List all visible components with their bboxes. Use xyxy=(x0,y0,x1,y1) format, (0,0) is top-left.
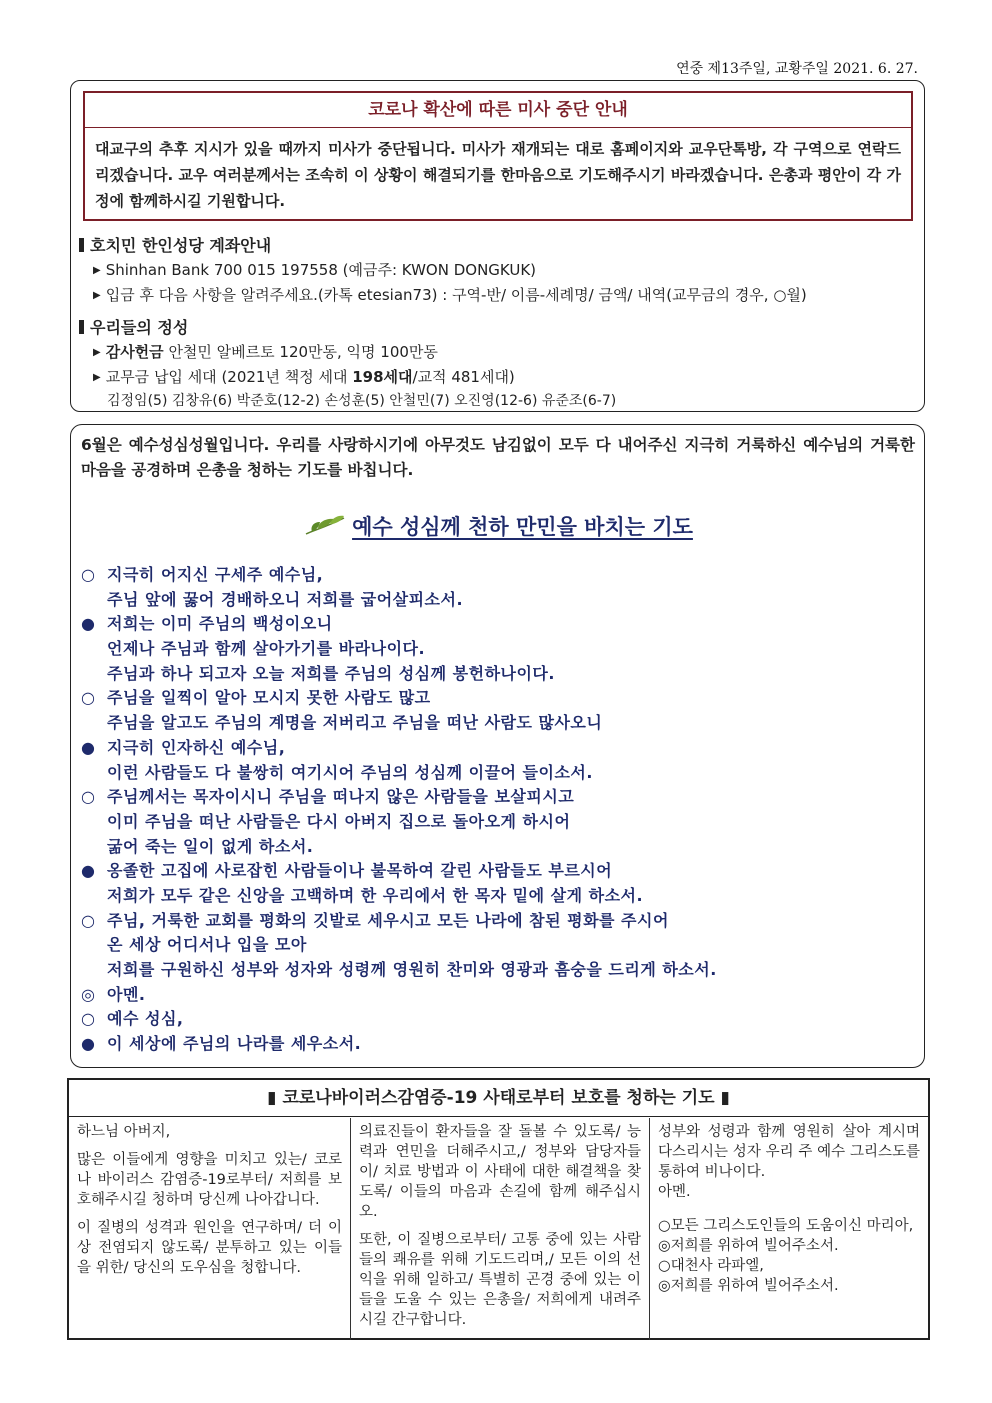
prayer-title: 예수 성심께 천하 만민을 바치는 기도 xyxy=(71,511,926,541)
prayer-line xyxy=(81,1007,921,1032)
paragraph: ◎저희를 위하여 빌어주소서. xyxy=(658,1278,839,1294)
notice-panel xyxy=(70,80,925,412)
mass-suspension-notice xyxy=(83,91,913,221)
prayer-text: 저희를 구원하신 성부와 성자와 성령께 영원히 찬미와 영광과 흠숭을 드리게 하소서. xyxy=(107,960,717,979)
paragraph: 또한, 이 질병으로부터/ 고통 중에 있는 사람들의 쾌유를 위해 기도드리며,/ 모든 이의 선익을 위해 일하고/ 특별히 곤경 중에 있는 이들을 도울 수 있는 은총을/ 저희에게 내려주시길 간구합니다. xyxy=(359,1232,641,1328)
prayer-symbol: ○ xyxy=(81,787,96,807)
prayer-line xyxy=(81,884,921,909)
prayer-symbol: ○ xyxy=(81,910,96,930)
prayer-text: 주님을 일찍이 알아 모시지 못한 사람도 많고 xyxy=(107,688,431,708)
offerings-heading: 우리들의 정성 xyxy=(79,315,188,338)
prayer-text: 지극히 인자하신 예수님, xyxy=(107,737,286,757)
june-intro: 6월은 예수성심성월입니다. 우리를 사랑하시기에 아무것도 남김없이 모두 다 내어주신 지극히 거룩하신 예수님의 거룩한 마음을 공경하며 은총을 청하는 기도를 바칩니다. xyxy=(81,436,915,479)
covid-prayer-column-1 xyxy=(69,1118,351,1340)
prayer-text: 저희는 이미 주님의 백성이오니 xyxy=(107,614,333,634)
prayer-line xyxy=(81,785,921,810)
prayer-text: 이런 사람들도 다 불쌍히 여기시어 주님의 성심께 이끌어 들이소서. xyxy=(107,762,593,782)
covid-prayer-title: ▮ 코로나바이러스감염증-19 사태로부터 보호를 청하는 기도 ▮ xyxy=(69,1080,928,1117)
prayer-text: 예수 성심, xyxy=(107,1009,184,1029)
title-marker-icon: ▮ xyxy=(267,1088,277,1108)
bullet-triangle-icon: ▶ xyxy=(93,347,101,358)
covid-prayer-panel xyxy=(67,1078,930,1340)
prayer-lines xyxy=(81,563,921,1057)
prayer-text: 주님, 거룩한 교회를 평화의 깃발로 세우시고 모든 나라에 참된 평화를 주시어 xyxy=(107,910,669,930)
prayer-line xyxy=(81,810,921,835)
prayer-text: 이미 주님을 떠난 사람들은 다시 아버지 집으로 돌아오게 하시어 xyxy=(107,811,571,831)
prayer-text: 주님께서는 목자이시니 주님을 떠나지 않은 사람들을 보살피시고 xyxy=(107,787,575,807)
prayer-text: 저희가 모두 같은 신앙을 고백하며 한 우리에서 한 목자 밑에 살게 하소서. xyxy=(107,885,644,905)
notice-title: 코로나 확산에 따른 미사 중단 안내 xyxy=(85,93,911,128)
prayer-text: 이 세상에 주님의 나라를 세우소서. xyxy=(107,1034,362,1054)
prayer-symbol: ● xyxy=(81,614,96,634)
prayer-symbol: ● xyxy=(81,861,96,881)
paragraph: ○대천사 라파엘, xyxy=(658,1258,764,1274)
bulletin-date: 연중 제13주일, 교황주일 2021. 6. 27. xyxy=(676,61,918,77)
prayer-line xyxy=(81,612,921,637)
deposit-note: ▶ 입금 후 다음 사항을 알려주세요.(카톡 etesian73) : 구역-반/ 이름-세례명/ 금액/ 내역(교무금의 경우, ○월) xyxy=(93,286,807,304)
prayer-text: 굶어 죽는 일이 없게 하소서. xyxy=(107,836,314,856)
prayer-line xyxy=(81,736,921,761)
prayer-symbol: ● xyxy=(81,737,96,757)
prayer-symbol: ● xyxy=(81,1034,96,1054)
paragraph: ○모든 그리스도인들의 도움이신 마리아, xyxy=(658,1218,914,1234)
covid-prayer-column-2 xyxy=(351,1118,650,1340)
prayer-line xyxy=(81,1032,921,1057)
account-heading: 호치민 한인성당 계좌안내 xyxy=(79,233,271,256)
prayer-text: 주님을 알고도 주님의 계명을 저버리고 주님을 떠난 사람도 많사오니 xyxy=(107,713,603,733)
paragraph: 많은 이들에게 영향을 미치고 있는/ 코로나 바이러스 감염증-19로부터/ 저희를 보호해주시길 청하며 당신께 나아갑니다. xyxy=(77,1152,342,1208)
prayer-symbol: ○ xyxy=(81,688,96,708)
prayer-line xyxy=(81,637,921,662)
paragraph: 의료진들이 환자들을 잘 돌볼 수 있도록/ 능력과 연민을 더해주시고,/ 정부와 담당자들이/ 치료 방법과 이 사태에 대한 해결책을 찾도록/ 이들의 마음과 손길에 함께 해주십시오. xyxy=(359,1124,641,1220)
prayer-text: 온 세상 어디서나 입을 모아 xyxy=(107,935,307,955)
prayer-line xyxy=(81,983,921,1008)
section-marker-icon xyxy=(79,320,84,334)
prayer-symbol: ○ xyxy=(81,565,96,584)
prayer-text: 아멘. xyxy=(107,984,146,1004)
prayer-line xyxy=(81,835,921,860)
prayer-line xyxy=(81,588,921,613)
paragraph: ◎저희를 위하여 빌어주소서. xyxy=(658,1238,839,1254)
prayer-line xyxy=(81,761,921,786)
prayer-line xyxy=(81,958,921,983)
prayer-symbol: ○ xyxy=(81,1009,96,1029)
section-marker-icon xyxy=(79,238,84,252)
prayer-line xyxy=(81,711,921,736)
thanks-offering-line: ▶ 감사헌금 안철민 알베르토 120만동, 익명 100만동 xyxy=(93,343,438,361)
prayer-text: 옹졸한 고집에 사로잡힌 사람들이나 불목하여 갈린 사람들도 부르시어 xyxy=(107,861,613,881)
paragraph: 아멘. xyxy=(658,1184,691,1200)
prayer-line xyxy=(81,662,921,687)
bullet-triangle-icon: ▶ xyxy=(93,290,101,301)
bullet-triangle-icon: ▶ xyxy=(93,265,101,276)
prayer-text: 언제나 주님과 함께 살아가기를 바라나이다. xyxy=(107,639,426,659)
prayer-line xyxy=(81,909,921,934)
prayer-text: 지극히 어지신 구세주 예수님, xyxy=(107,565,324,584)
prayer-line xyxy=(81,859,921,884)
dues-names: 김정임(5) 김창유(6) 박준호(12-2) 손성훈(5) 안철민(7) 오진영(12-6) 유준조(6-7) xyxy=(107,393,617,409)
notice-body: 대교구의 추후 지시가 있을 때까지 미사가 중단됩니다. 미사가 재개되는 대로 홈페이지와 교우단톡방, 각 구역으로 연락드리겠습니다. 교우 여러분께서는 조속히 이 상황이 해결되기를 한마음으로 기도해주시기 바라겠습니다. 은총과 평안이 각 가정에 함께하시길 기원합니다. xyxy=(95,140,901,210)
prayer-symbol: ◎ xyxy=(81,984,96,1004)
prayer-line xyxy=(81,686,921,711)
paragraph: 성부와 성령과 함께 영원히 살아 계시며 다스리시는 성자 우리 주 예수 그리스도를 통하여 비나이다. xyxy=(658,1124,920,1180)
bullet-triangle-icon: ▶ xyxy=(93,372,101,383)
paragraph: 하느님 아버지, xyxy=(77,1124,171,1140)
prayer-text: 주님 앞에 꿇어 경배하오니 저희를 굽어살피소서. xyxy=(107,589,464,609)
dues-line: ▶ 교무금 납입 세대 (2021년 책정 세대 198세대/교적 481세대) xyxy=(93,368,515,386)
prayer-text: 주님과 하나 되고자 오늘 저희를 주님의 성심께 봉헌하나이다. xyxy=(107,663,555,683)
sacred-heart-panel xyxy=(70,424,925,1068)
bank-account-line: ▶ Shinhan Bank 700 015 197558 (예금주: KWON DONGKUK) xyxy=(93,261,537,279)
title-marker-icon: ▮ xyxy=(720,1088,730,1108)
prayer-line xyxy=(81,933,921,958)
prayer-line xyxy=(81,563,921,588)
paragraph: 이 질병의 성격과 원인을 연구하며/ 더 이상 전염되지 않도록/ 분투하고 있는 이들을 위한/ 당신의 도우심을 청합니다. xyxy=(77,1220,342,1276)
covid-prayer-column-3 xyxy=(650,1118,928,1340)
leaf-icon xyxy=(304,514,346,538)
